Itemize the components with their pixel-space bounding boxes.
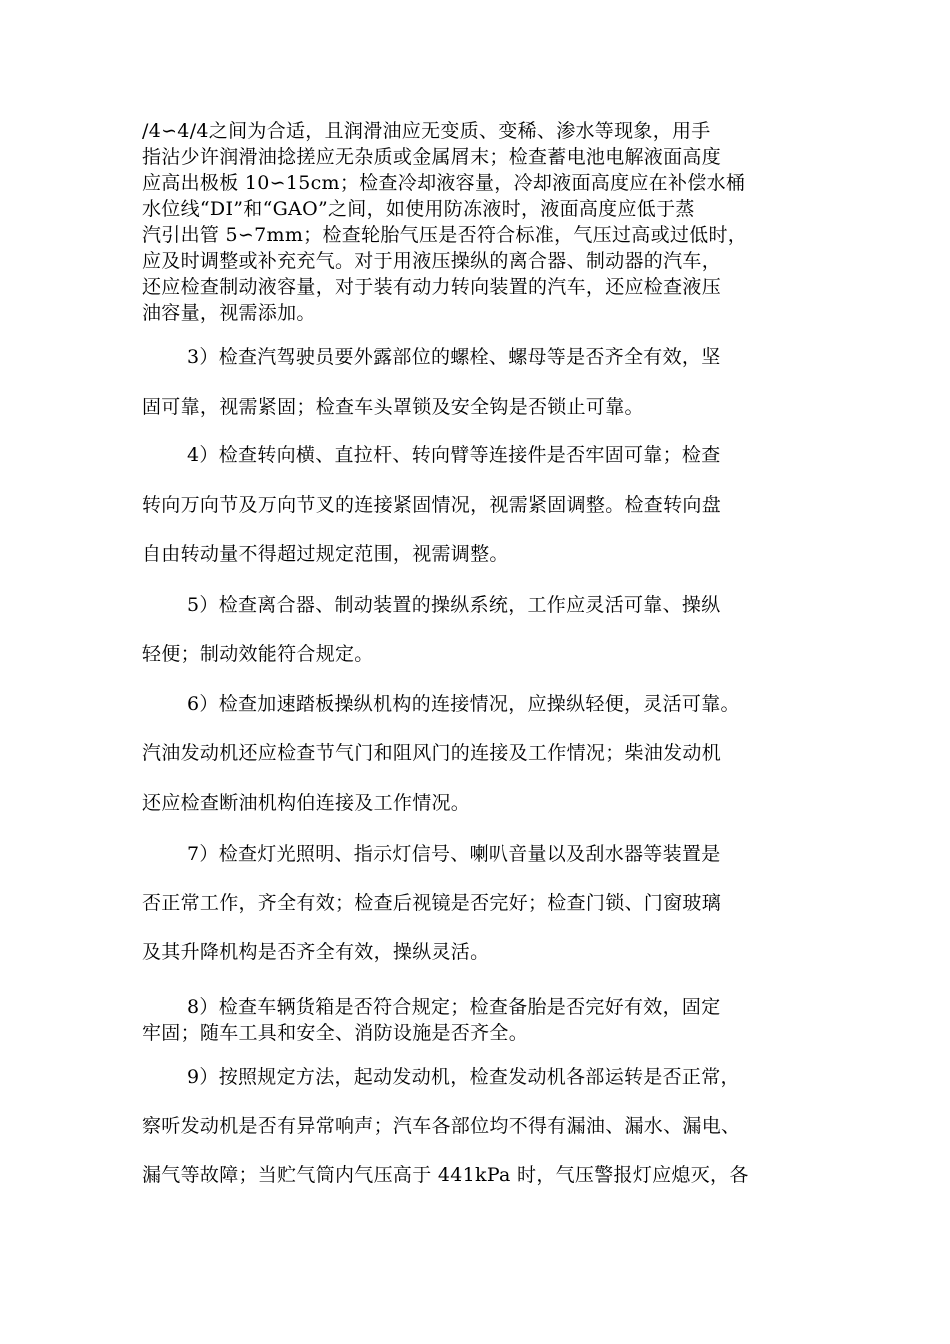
item-7-line-2: 否正常工作，齐全有效；检查后视镜是否完好；检查门锁、门窗玻璃 <box>142 892 722 914</box>
paragraph-1-line-7: 还应检查制动液容量，对于装有动力转向装置的汽车，还应检查液压 <box>142 276 722 298</box>
item-5-line-2: 轻便；制动效能符合规定。 <box>142 643 374 665</box>
paragraph-1-line-1: /4∽4/4之间为合适，且润滑油应无变质、变稀、渗水等现象，用手 <box>142 120 711 142</box>
item-6-line-3: 还应检查断油机构伯连接及工作情况。 <box>142 792 471 814</box>
item-3-line-1: 3）检查汽驾驶员要外露部位的螺栓、螺母等是否齐全有效，坚 <box>187 346 721 368</box>
paragraph-1-line-6: 应及时调整或补充充气。对于用液压操纵的离合器、制动器的汽车， <box>142 250 722 272</box>
item-8-line-2: 牢固；随车工具和安全、消防设施是否齐全。 <box>142 1022 529 1044</box>
item-3-line-2: 固可靠，视需紧固；检查车头罩锁及安全钩是否锁止可靠。 <box>142 396 644 418</box>
item-5-line-1: 5）检查离合器、制动装置的操纵系统，工作应灵活可靠、操纵 <box>187 594 721 616</box>
paragraph-1-line-4: 水位线“DI”和“GAO”之间，如使用防冻液时，液面高度应低于蒸 <box>142 198 695 220</box>
item-9-line-2: 察听发动机是否有异常响声；汽车各部位均不得有漏油、漏水、漏电、 <box>142 1115 741 1137</box>
item-8-line-1: 8）检查车辆货箱是否符合规定；检查备胎是否完好有效，固定 <box>187 996 721 1018</box>
paragraph-1-line-5: 汽引出管 5∽7mm；检查轮胎气压是否符合标准，气压过高或过低时， <box>142 224 748 246</box>
item-4-line-1: 4）检查转向横、直拉杆、转向臂等连接件是否牢固可靠；检查 <box>187 444 721 466</box>
item-9-line-3: 漏气等故障；当贮气筒内气压高于 441kPa 时，气压警报灯应熄灭，各 <box>142 1164 749 1186</box>
item-7-line-1: 7）检查灯光照明、指示灯信号、喇叭音量以及刮水器等装置是 <box>187 843 721 865</box>
item-7-line-3: 及其升降机构是否齐全有效，操纵灵活。 <box>142 941 490 963</box>
item-6-line-2: 汽油发动机还应检查节气门和阻风门的连接及工作情况；柴油发动机 <box>142 742 722 764</box>
item-6-line-1: 6）检查加速踏板操纵机构的连接情况，应操纵轻便，灵活可靠。 <box>187 693 740 715</box>
paragraph-1-line-8: 油容量，视需添加。 <box>142 302 316 324</box>
paragraph-1-line-2: 指沾少许润滑油捻搓应无杂质或金属屑末；检查蓄电池电解液面高度 <box>142 146 722 168</box>
item-4-line-2: 转向万向节及万向节叉的连接紧固情况，视需紧固调整。检查转向盘 <box>142 494 722 516</box>
item-4-line-3: 自由转动量不得超过规定范围，视需调整。 <box>142 543 509 565</box>
paragraph-1-line-3: 应高出极板 10∽15cm；检查冷却液容量，冷却液面高度应在补偿水桶 <box>142 172 746 194</box>
item-9-line-1: 9）按照规定方法，起动发动机，检查发动机各部运转是否正常， <box>187 1066 740 1088</box>
